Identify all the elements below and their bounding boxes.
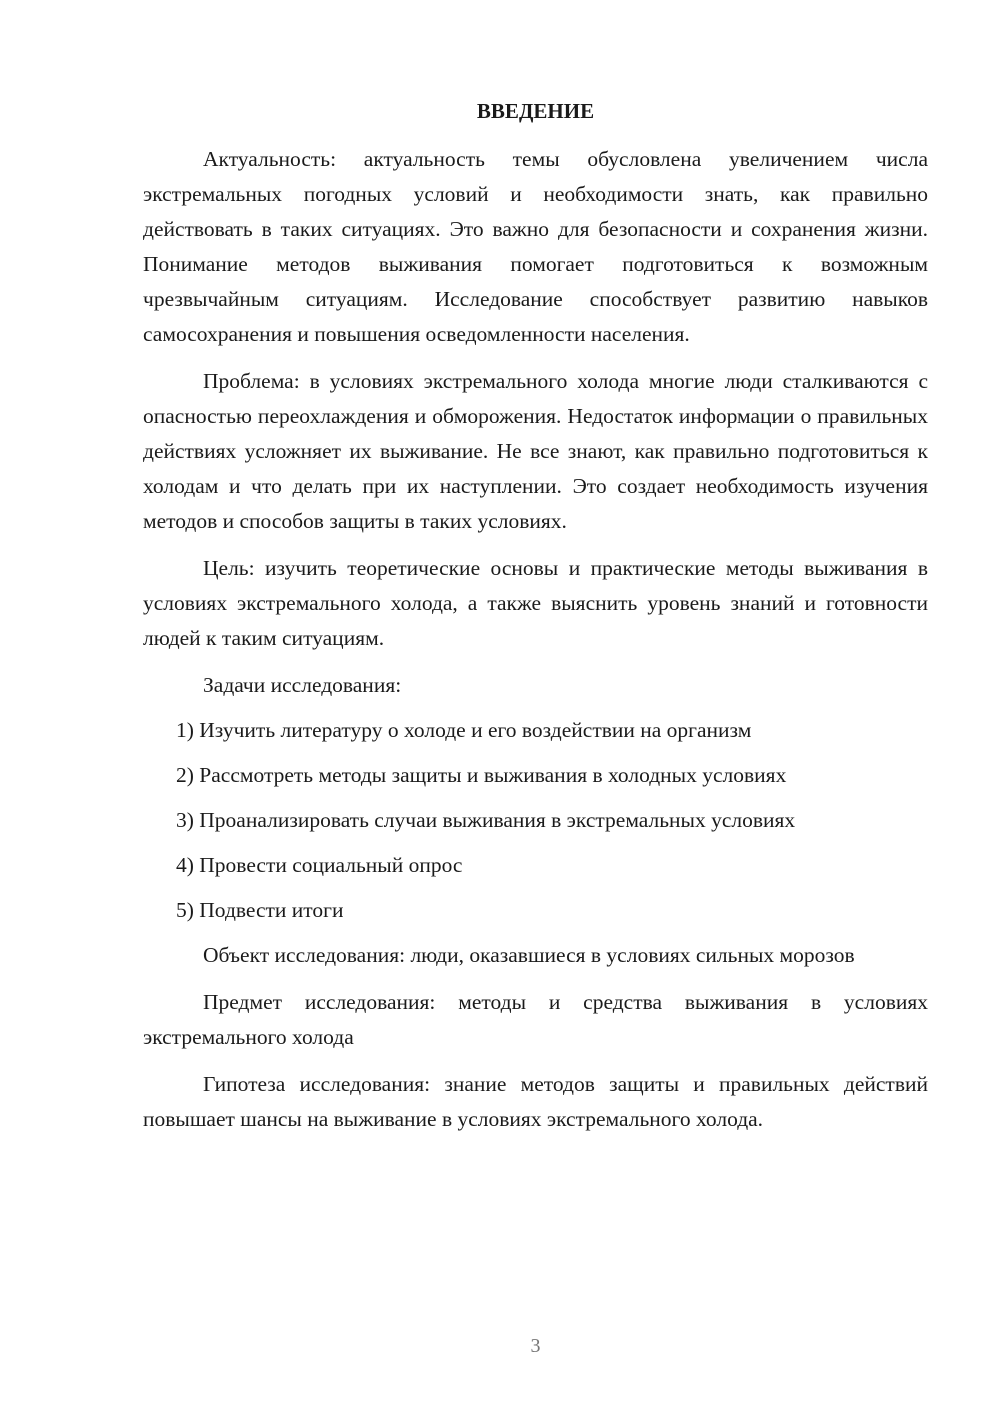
document-body xyxy=(143,142,928,1149)
goal-paragraph: Цель: изучить теоретические основы и практические методы выживания в условиях экстремального холода, а также выяснить уровень знаний и готовности людей к таким ситуациям. xyxy=(143,556,928,650)
page-number: 3 xyxy=(530,1335,541,1357)
object-paragraph: Объект исследования: люди, оказавшиеся в условиях сильных морозов xyxy=(203,943,855,967)
task-item-5: 5) Подвести итоги xyxy=(176,898,344,922)
page-title: ВВЕДЕНИЕ xyxy=(476,99,595,123)
subject-paragraph: Предмет исследования: методы и средства выживания в условиях экстремального холода xyxy=(143,990,928,1049)
problem-paragraph: Проблема: в условиях экстремального холода многие люди сталкиваются с опасностью переохлаждения и обморожения. Недостаток информации о правильных действиях усложняет их выживание. Не все знают, как правильно подготовиться к холодам и что делать при их наступлении. Это создает необходимость изучения методов и способов защиты в таких условиях. xyxy=(143,369,928,533)
task-item-3: 3) Проанализировать случаи выживания в экстремальных условиях xyxy=(176,808,796,832)
relevance-paragraph: Актуальность: актуальность темы обусловлена увеличением числа экстремальных погодных условий и необходимости знать, как правильно действовать в таких ситуациях. Это важно для безопасности и сохранения жизни. Понимание методов выживания помогает подготовиться к возможным чрезвычайным ситуациям. Исследование способствует развитию навыков самосохранения и повышения осведомленности населения. xyxy=(143,147,928,346)
tasks-heading: Задачи исследования: xyxy=(203,673,402,697)
task-item-4: 4) Провести социальный опрос xyxy=(176,853,463,877)
hypothesis-paragraph: Гипотеза исследования: знание методов защиты и правильных действий повышает шансы на выживание в условиях экстремального холода. xyxy=(143,1072,928,1131)
task-item-2: 2) Рассмотреть методы защиты и выживания в холодных условиях xyxy=(176,763,787,787)
task-item-1: 1) Изучить литературу о холоде и его воздействии на организм xyxy=(176,718,752,742)
document-page xyxy=(143,0,928,1414)
